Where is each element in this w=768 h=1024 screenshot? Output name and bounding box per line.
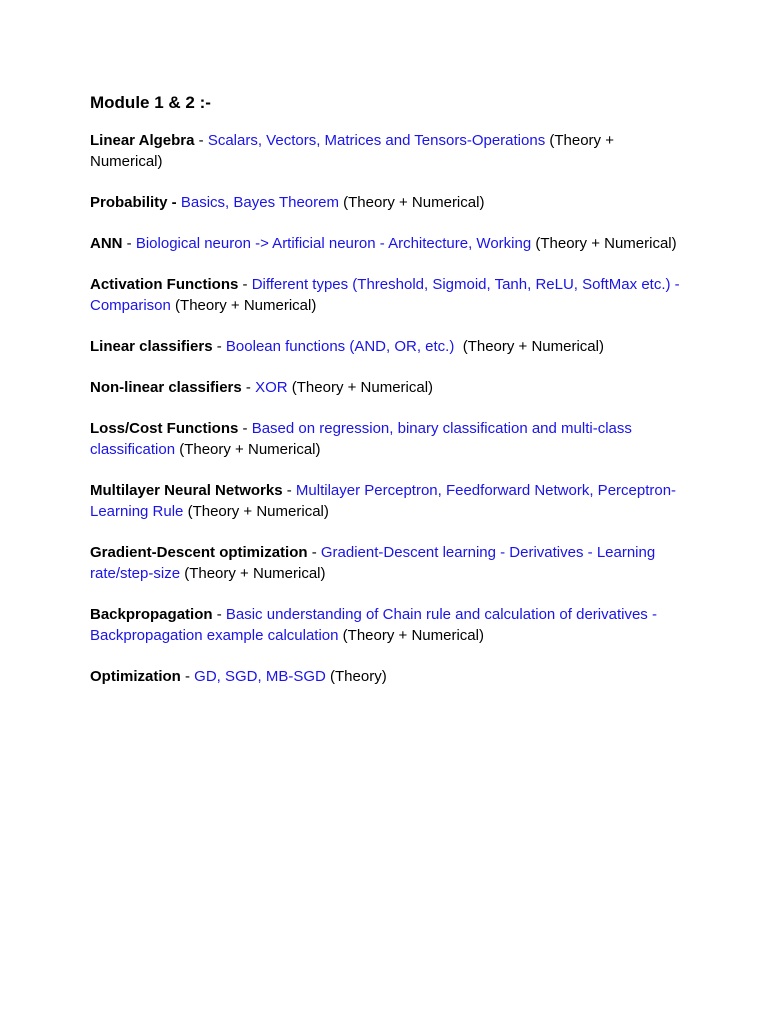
topic-description: Multilayer Perceptron, Feedforward Network, Perceptron-Learning Rule — [90, 482, 677, 520]
topic-separator: - — [241, 379, 256, 396]
topic-probability — [90, 192, 690, 213]
topic-non-linear-classifiers — [90, 377, 690, 398]
topic-multilayer-neural-networks — [90, 480, 690, 522]
topic-note: (Theory + Numerical) — [531, 235, 677, 252]
topic-gradient-descent-optimization — [90, 542, 690, 584]
topic-note: (Theory + Numerical) — [183, 503, 329, 520]
topic-separator: - — [238, 420, 252, 437]
topic-note: (Theory + Numerical) — [338, 627, 484, 644]
topic-note: (Theory + Numerical) — [175, 441, 321, 458]
topic-description: Biological neuron -> Artificial neuron - Architecture, Working — [135, 235, 532, 252]
topic-description: GD, SGD, MB-SGD — [194, 668, 326, 685]
topic-name: Gradient-Descent optimization — [90, 544, 308, 561]
topic-note: (Theory + Numerical) — [338, 194, 485, 211]
topic-description: Different types (Threshold, Sigmoid, Tanh, ReLU, SoftMax etc.) - Comparison — [90, 276, 680, 314]
topic-loss-cost-functions — [90, 418, 690, 460]
topic-description: Based on regression, binary classification and multi-class classification — [90, 420, 632, 458]
topic-note: (Theory + Numerical) — [90, 132, 614, 170]
topic-activation-functions — [90, 274, 690, 316]
topic-separator: - — [212, 606, 226, 623]
topic-name: Probability - — [90, 194, 177, 211]
topic-name: Backpropagation — [90, 606, 213, 623]
topic-ann — [90, 233, 690, 254]
topic-note: (Theory) — [325, 668, 387, 685]
topic-separator: - — [180, 668, 195, 685]
topic-description: Basics, Bayes Theorem — [180, 194, 339, 211]
topic-name: Non-linear classifiers — [90, 379, 242, 396]
topic-note: (Theory + Numerical) — [454, 338, 604, 355]
topic-description: Gradient-Descent learning - Derivatives - Learning rate/step-size — [90, 544, 656, 582]
topic-linear-algebra — [90, 130, 690, 172]
topic-name: Optimization — [90, 668, 181, 685]
topic-name: Activation Functions — [90, 276, 239, 293]
topic-description: Boolean functions (AND, OR, etc.) — [225, 338, 455, 355]
topic-separator: - — [212, 338, 226, 355]
topic-separator: - — [307, 544, 321, 561]
topic-separator: - — [238, 276, 252, 293]
topic-name: ANN — [90, 235, 123, 252]
topic-name: Linear classifiers — [90, 338, 213, 355]
topic-backpropagation — [90, 604, 690, 646]
topic-note: (Theory + Numerical) — [180, 565, 326, 582]
document-page — [90, 92, 690, 707]
topic-optimization — [90, 666, 690, 687]
module-heading: Module 1 & 2 :- — [90, 93, 211, 112]
topic-name: Linear Algebra — [90, 132, 195, 149]
topic-description: XOR — [255, 379, 288, 396]
topic-note: (Theory + Numerical) — [170, 297, 317, 314]
topic-description: Scalars, Vectors, Matrices and Tensors-Operations — [207, 132, 546, 149]
topic-name: Multilayer Neural Networks — [90, 482, 283, 499]
topic-separator: - — [194, 132, 208, 149]
topic-separator: - — [282, 482, 296, 499]
topic-description: Basic understanding of Chain rule and calculation of derivatives - Backpropagation example calculation — [90, 606, 657, 644]
topic-separator: - — [122, 235, 136, 252]
topic-linear-classifiers — [90, 336, 690, 357]
topic-name: Loss/Cost Functions — [90, 420, 239, 437]
topic-note: (Theory + Numerical) — [287, 379, 434, 396]
